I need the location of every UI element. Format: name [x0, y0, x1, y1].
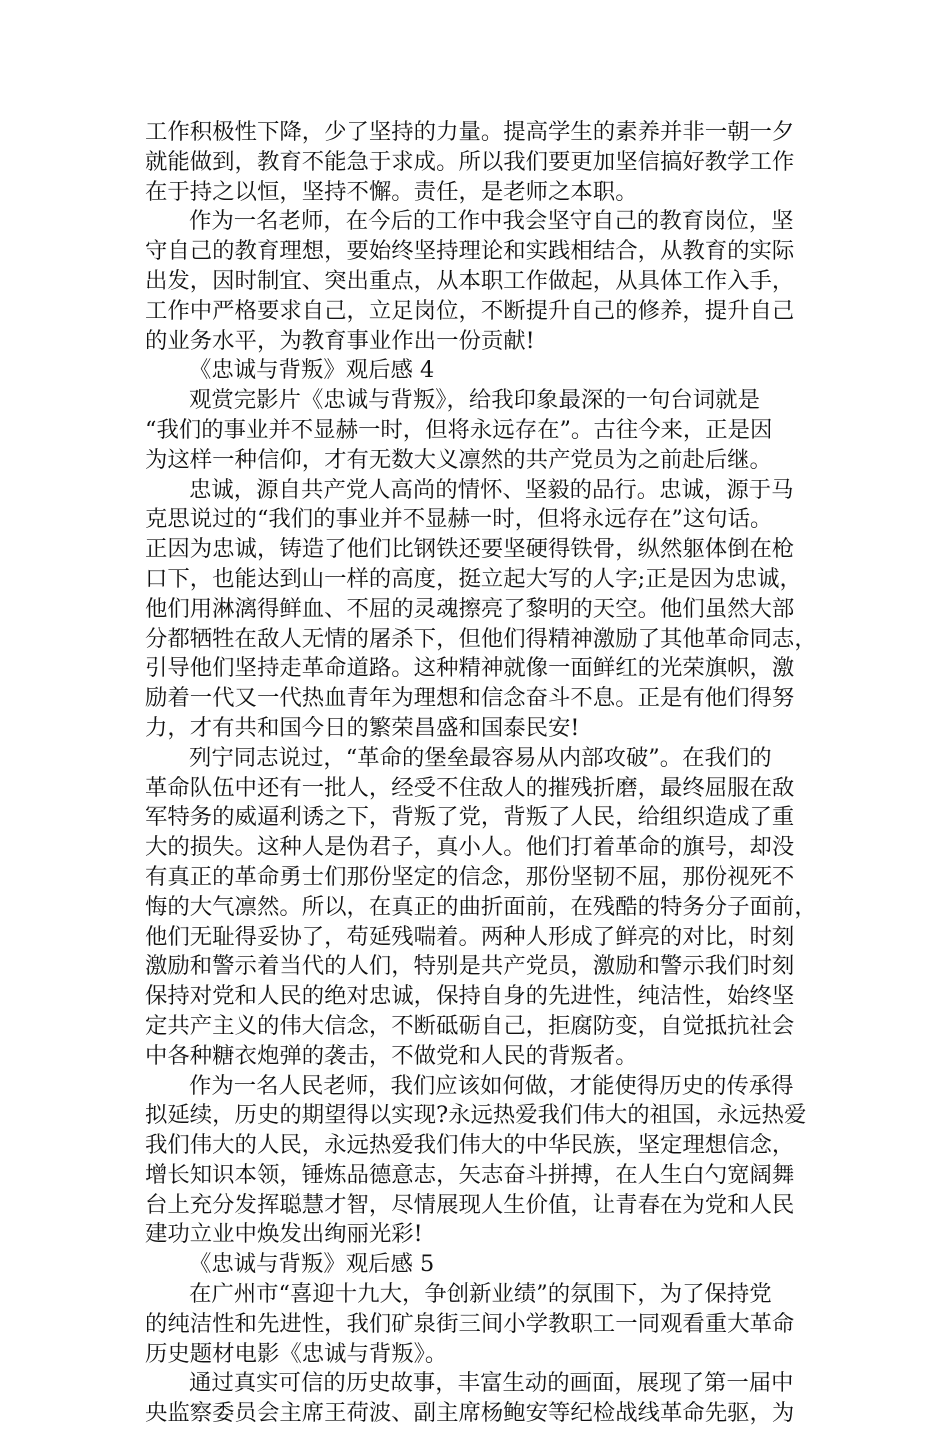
text-line: 激励和警示着当代的人们，特别是共产党员，激励和警示我们时刻	[145, 953, 795, 980]
text-line: 中各种糖衣炮弹的袭击，不做党和人民的背叛者。	[145, 1042, 638, 1069]
text-line: 为这样一种信仰，才有无数大义凛然的共产党员为之前赴后继。	[145, 446, 772, 473]
text-line: 大的损失。这种人是伪君子，真小人。他们打着革命的旗号，却没	[145, 834, 795, 861]
text-line: 就能做到，教育不能急于求成。所以我们要更加坚信搞好教学工作	[145, 148, 795, 175]
text-line: 的纯洁性和先进性，我们矿泉街三间小学教职工一同观看重大革命	[145, 1310, 795, 1337]
text-line: 克思说过的“我们的事业并不显赫一时，但将永远存在”这句话。	[145, 506, 773, 533]
text-line: 革命队伍中还有一批人，经受不住敌人的摧残折磨，最终屈服在敌	[145, 774, 795, 801]
text-line: 力，才有共和国今日的繁荣昌盛和国泰民安!	[145, 714, 580, 741]
text-line: 在于持之以恒，坚持不懈。责任，是老师之本职。	[145, 178, 638, 205]
text-line: 引导他们坚持走革命道路。这种精神就像一面鲜红的光荣旗帜，激	[145, 655, 795, 682]
text-line: 定共产主义的伟大信念，不断砥砺自己，拒腐防变，自觉抵抗社会	[145, 1012, 795, 1039]
text-line: 作为一名老师，在今后的工作中我会坚守自己的教育岗位，坚	[189, 208, 794, 235]
text-line: 台上充分发挥聪慧才智，尽情展现人生价值，让青春在为党和人民	[145, 1191, 795, 1218]
text-line: 的业务水平，为教育事业作出一份贡献!	[145, 327, 535, 354]
text-line: 正因为忠诚，铸造了他们比钢铁还要坚硬得铁骨，纵然躯体倒在枪	[145, 536, 795, 563]
text-line: 工作积极性下降，少了坚持的力量。提高学生的素养并非一朝一夕	[145, 119, 795, 145]
text-line: 他们无耻得妥协了，苟延残喘着。两种人形成了鲜亮的对比，时刻	[145, 923, 795, 950]
document-body	[145, 118, 817, 1429]
text-line: 通过真实可信的历史故事，丰富生动的画面，展现了第一届中	[189, 1370, 794, 1397]
text-line: 他们用淋漓得鲜血、不屈的灵魂擦亮了黎明的天空。他们虽然大部	[145, 595, 795, 622]
text-line: 我们伟大的人民，永远热爱我们伟大的中华民族，坚定理想信念，	[145, 1132, 795, 1159]
text-line: 忠诚，源自共产党人高尚的情怀、坚毅的品行。忠诚，源于马	[189, 476, 794, 503]
text-line: 增长知识本领，锤炼品德意志，矢志奋斗拼搏，在人生白勺宽阔舞	[145, 1161, 795, 1188]
text-line: 列宁同志说过，“革命的堡垒最容易从内部攻破”。在我们的	[189, 744, 772, 771]
text-line: 分都牺牲在敌人无情的屠杀下，但他们得精神激励了其他革命同志，	[145, 625, 817, 652]
text-line: 口下，也能达到山一样的高度，挺立起大写的人字;正是因为忠诚，	[145, 565, 802, 592]
text-line: 历史题材电影《忠诚与背叛》。	[145, 1340, 448, 1367]
text-line: 作为一名人民老师，我们应该如何做，才能使得历史的传承得	[189, 1072, 794, 1099]
text-line: 在广州市“喜迎十九大，争创新业绩”的氛围下，为了保持党	[189, 1281, 772, 1308]
text-line: 《忠诚与背叛》观后感 5	[189, 1251, 435, 1278]
text-line: 观赏完影片《忠诚与背叛》，给我印象最深的一句台词就是	[189, 387, 760, 414]
text-line: 《忠诚与背叛》观后感 4	[189, 357, 435, 384]
text-line: 保持对党和人民的绝对忠诚，保持自身的先进性，纯洁性，始终坚	[145, 983, 795, 1010]
text-line: 守自己的教育理想，要始终坚持理论和实践相结合，从教育的实际	[145, 238, 795, 265]
text-line: 工作中严格要求自己，立足岗位，不断提升自己的修养，提升自己	[145, 297, 795, 324]
text-line: 悔的大气凛然。所以，在真正的曲折面前，在残酷的特务分子面前，	[145, 893, 817, 920]
text-line: 军特务的威逼利诱之下，背叛了党，背叛了人民，给组织造成了重	[145, 804, 795, 831]
text-line: 出发，因时制宜、突出重点，从本职工作做起，从具体工作入手，	[145, 267, 795, 294]
text-line: “我们的事业并不显赫一时，但将永远存在”。古往今来，正是因	[145, 416, 773, 443]
text-line: 央监察委员会主席王荷波、副主席杨鲍安等纪检战线革命先驱，为	[145, 1400, 795, 1427]
text-line: 拟延续，历史的期望得以实现?永远热爱我们伟大的祖国，永远热爱	[145, 1102, 807, 1129]
text-line: 有真正的革命勇士们那份坚定的信念，那份坚韧不屈，那份视死不	[145, 863, 795, 890]
text-line: 建功立业中焕发出绚丽光彩!	[145, 1221, 423, 1248]
text-line: 励着一代又一代热血青年为理想和信念奋斗不息。正是有他们得努	[145, 685, 795, 712]
